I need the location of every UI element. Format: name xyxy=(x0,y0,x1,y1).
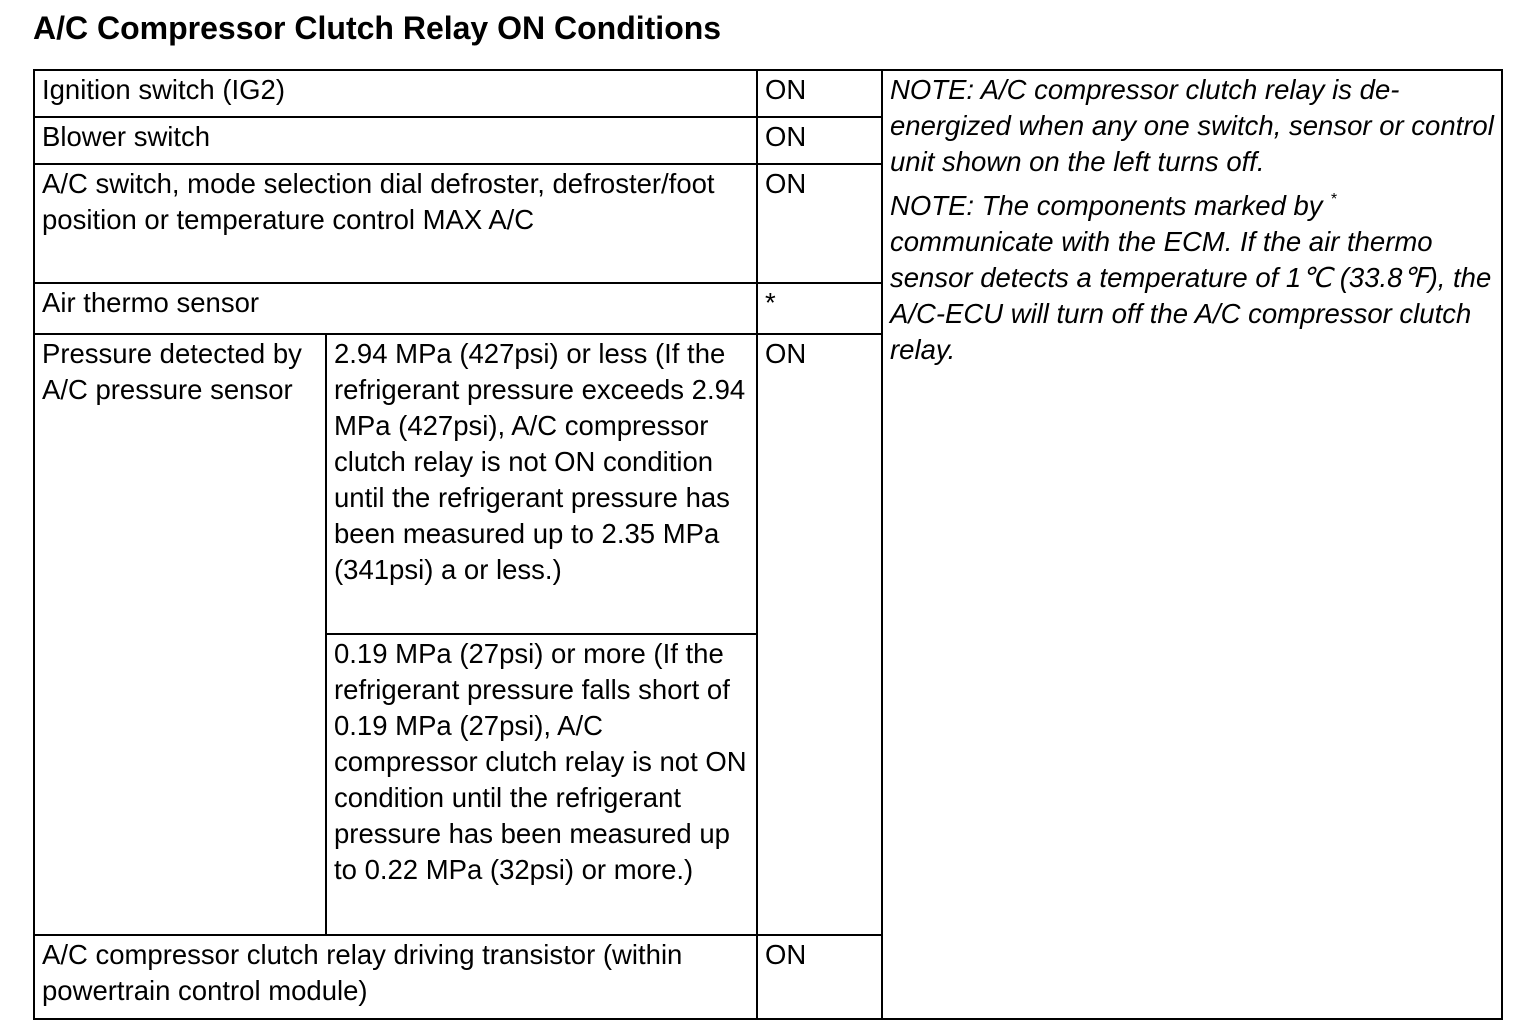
note-text xyxy=(890,188,1495,368)
condition-cell: Ignition switch (IG2) xyxy=(34,70,757,117)
state-cell: * xyxy=(757,283,882,334)
state-cell: ON xyxy=(757,70,882,117)
condition-cell: A/C switch, mode selection dial defroster, defroster/foot position or temperature control MAX A/C xyxy=(34,164,757,283)
condition-cell: Pressure detected by A/C pressure sensor xyxy=(34,334,326,935)
note-text: NOTE: A/C compressor clutch relay is de-energized when any one switch, sensor or control unit shown on the left turns off. xyxy=(890,74,1494,177)
note-text-start: NOTE: The components marked by xyxy=(890,190,1323,221)
asterisk-mark: * xyxy=(1330,191,1337,208)
state-cell: ON xyxy=(757,334,882,935)
condition-cell: A/C compressor clutch relay driving transistor (within powertrain control module) xyxy=(34,935,757,1019)
conditions-table xyxy=(33,69,1503,1020)
state-cell: ON xyxy=(757,935,882,1019)
condition-cell: Air thermo sensor xyxy=(34,283,757,334)
page-title: A/C Compressor Clutch Relay ON Conditions xyxy=(33,10,722,46)
state-cell: ON xyxy=(757,117,882,164)
subcondition-cell: 2.94 MPa (427psi) or less (If the refrigerant pressure exceeds 2.94 MPa (427psi), A/C compressor clutch relay is not ON condition until the refrigerant pressure has been measured up to 2.35 MPa (341psi) a or less.) xyxy=(326,334,757,634)
state-cell: ON xyxy=(757,164,882,283)
note-text-end: communicate with the ECM. If the air thermo sensor detects a temperature of 1℃ (33.8℉), the A/C-ECU will turn off the A/C compressor clutch relay. xyxy=(890,226,1492,365)
notes-cell xyxy=(882,70,1502,1019)
subcondition-cell: 0.19 MPa (27psi) or more (If the refrigerant pressure falls short of 0.19 MPa (27psi), A/C compressor clutch relay is not ON condition until the refrigerant pressure has been measured up to 0.22 MPa (32psi) or more.) xyxy=(326,634,757,935)
condition-cell: Blower switch xyxy=(34,117,757,164)
table-row xyxy=(34,70,1502,117)
